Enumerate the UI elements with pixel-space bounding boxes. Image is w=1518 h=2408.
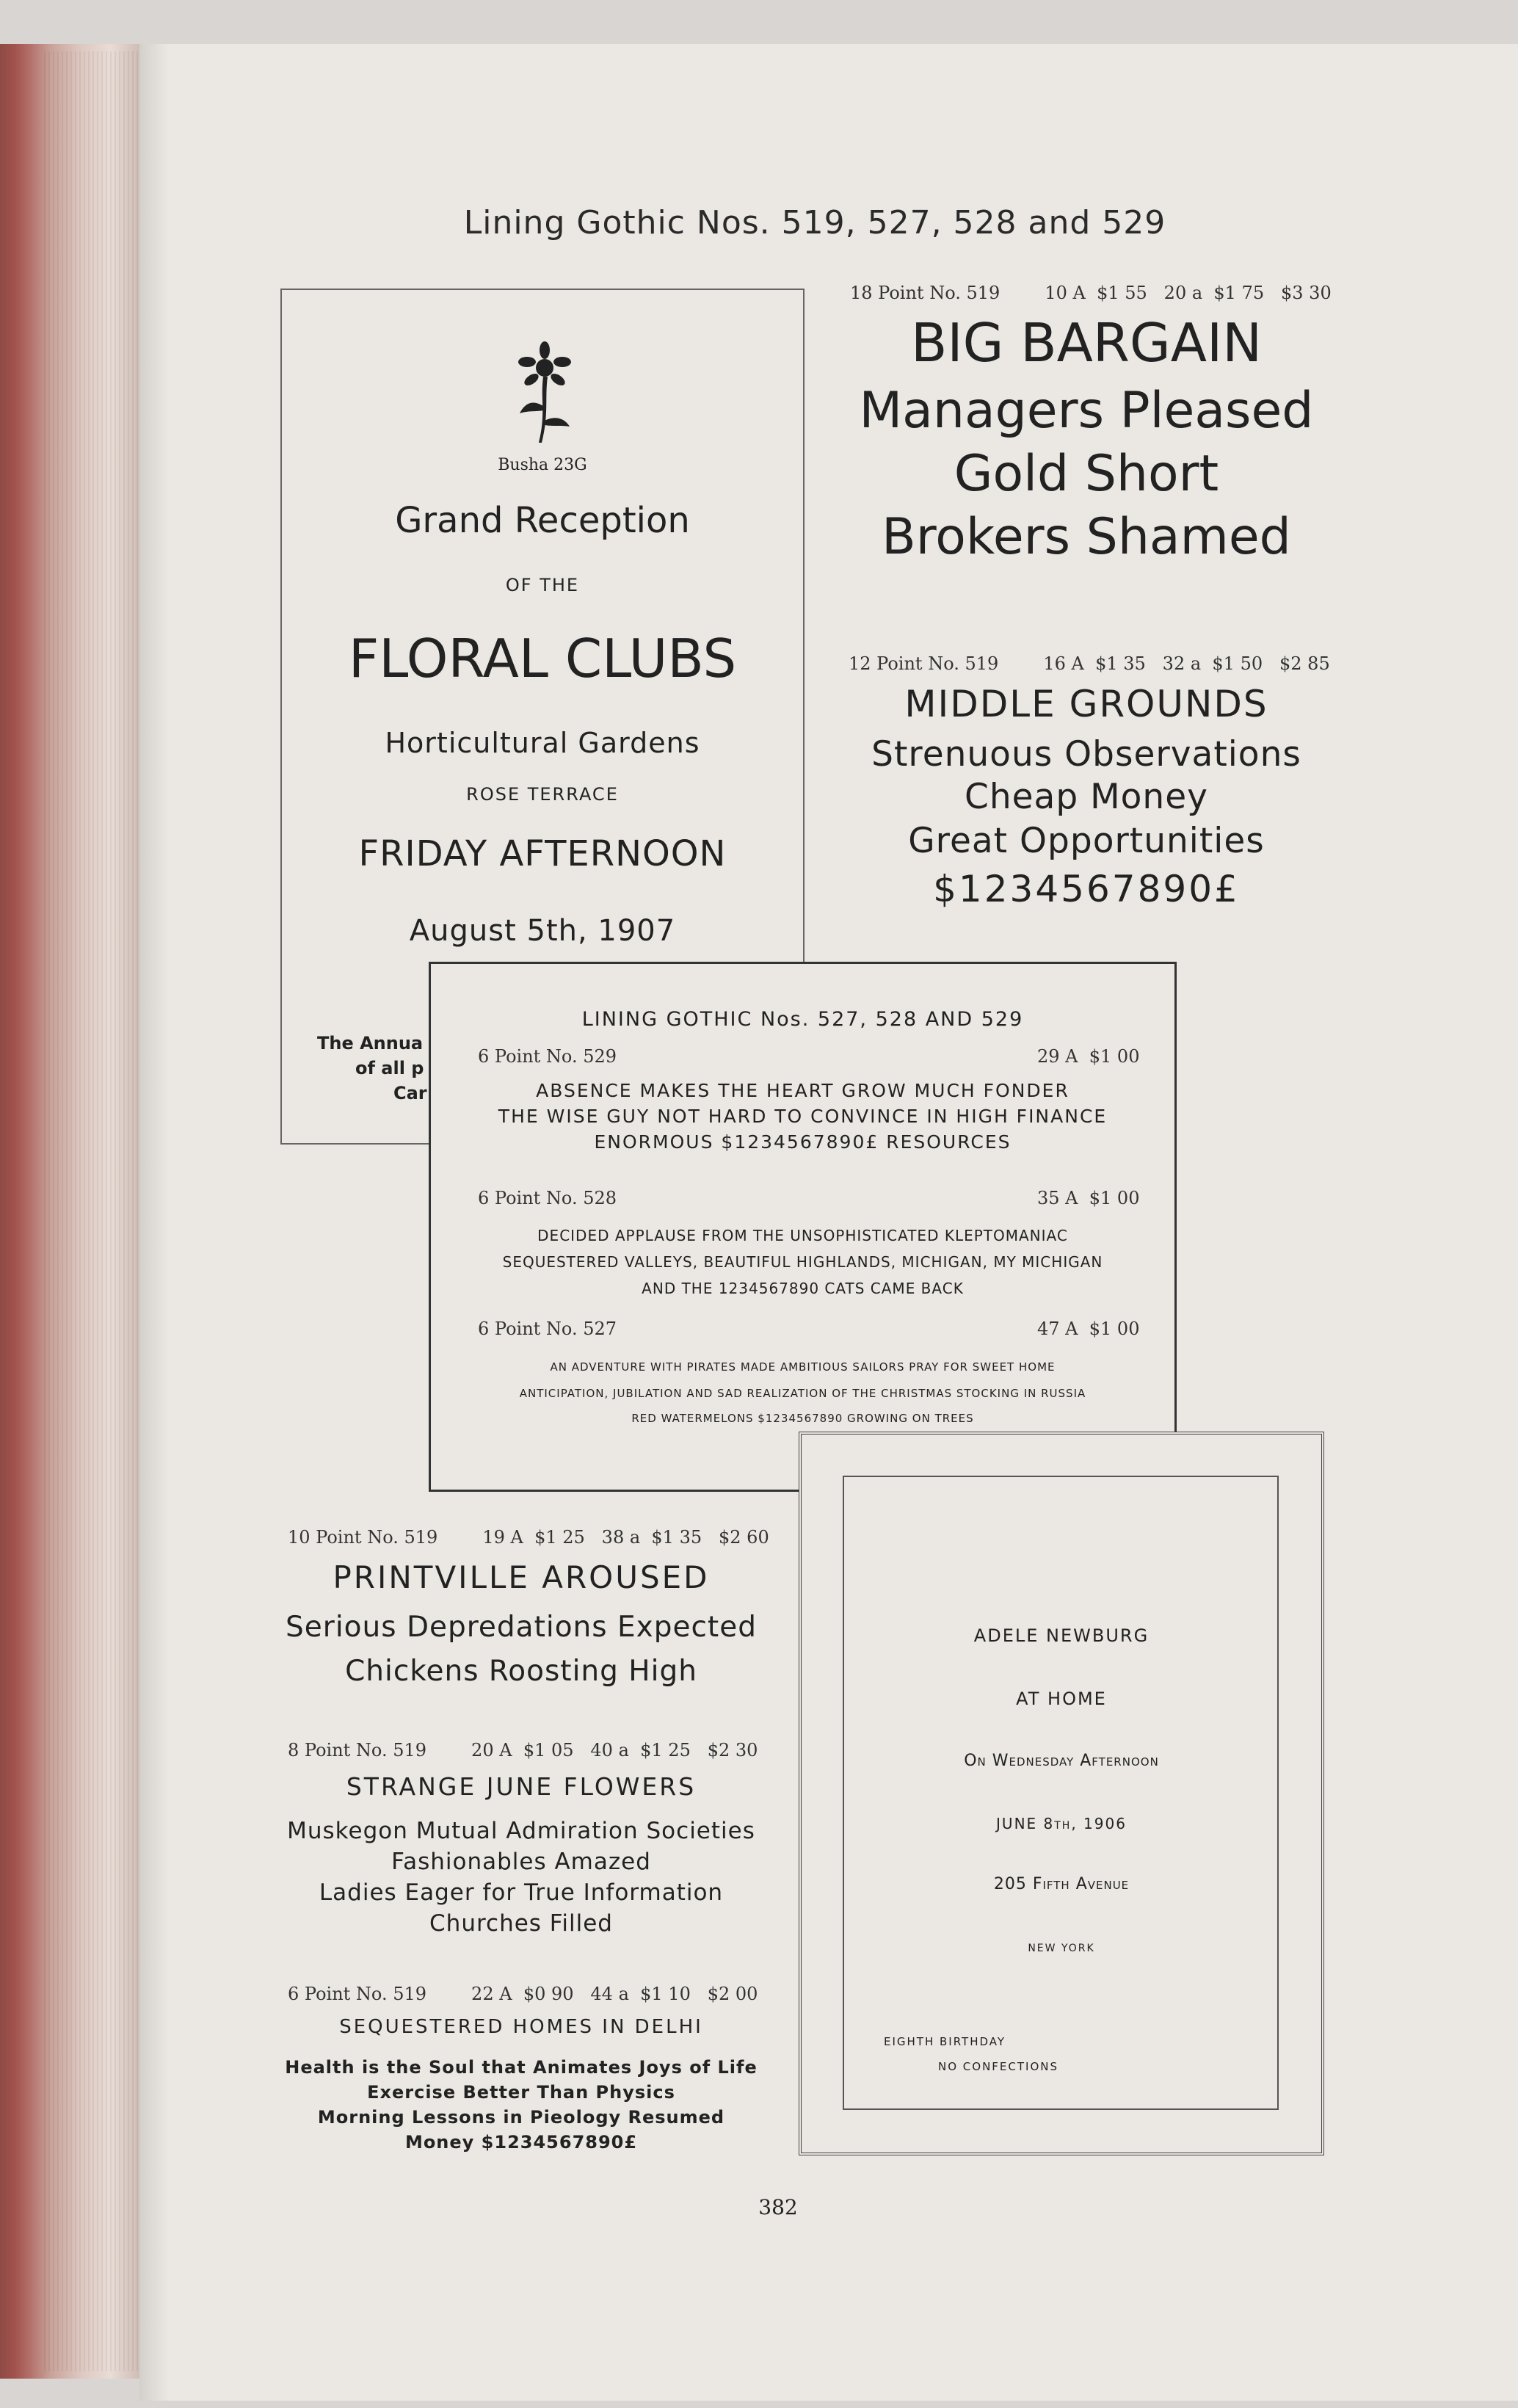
partial-text-2: of all p	[355, 1058, 424, 1078]
no-confections: NO CONFECTIONS	[938, 2060, 1059, 2073]
exercise-line: Exercise Better Than Physics	[367, 2082, 675, 2103]
spec-8-point: 8 Point No. 519 20 A $1 05 40 a $1 25 $2 30	[288, 1740, 758, 1760]
of-the: OF THE	[505, 575, 580, 595]
page-edge-lines	[44, 51, 147, 2371]
figures-line: $1234567890£	[933, 868, 1240, 910]
spec-527-left: 6 Point No. 527	[478, 1319, 617, 1339]
line-528-3: AND THE 1234567890 CATS CAME BACK	[642, 1280, 964, 1297]
strange-june-flowers: STRANGE JUNE FLOWERS	[346, 1772, 697, 1801]
line-529-3: ENORMOUS $1234567890£ RESOURCES	[594, 1131, 1012, 1153]
spec-528-left: 6 Point No. 528	[478, 1188, 617, 1208]
line-527-3: RED WATERMELONS $1234567890 GROWING ON TREES	[631, 1412, 974, 1425]
serious-depredations: Serious Depredations Expected	[286, 1611, 757, 1644]
gutter-shadow	[139, 44, 169, 2401]
morning-line: Morning Lessons in Pieology Resumed	[317, 2107, 725, 2128]
adele-newburg-card	[799, 1432, 1324, 2155]
adele-name: ADELE NEWBURG	[973, 1625, 1150, 1646]
strenuous-observations: Strenuous Observations	[871, 734, 1301, 775]
spec-529-left: 6 Point No. 529	[478, 1046, 617, 1067]
spec-527-right: 47 A $1 00	[1037, 1319, 1140, 1339]
managers-pleased: Managers Pleased	[859, 382, 1314, 440]
money-line: Money $1234567890£	[404, 2132, 638, 2153]
partial-text-3: Car	[393, 1083, 427, 1103]
card-inner-border	[843, 1476, 1279, 2110]
health-line: Health is the Soul that Animates Joys of Life	[285, 2057, 758, 2078]
ladies-line: Ladies Eager for True Information	[319, 1879, 724, 1906]
line-529-1: ABSENCE MAKES THE HEART GROW MUCH FONDER	[536, 1080, 1070, 1101]
flower-ornament-icon	[502, 340, 583, 450]
fashionables-line: Fashionables Amazed	[391, 1849, 651, 1875]
line-528-1: DECIDED APPLAUSE FROM THE UNSOPHISTICATED KLEPTOMANIAC	[537, 1227, 1068, 1244]
spec-18-point: 18 Point No. 519 10 A $1 55 20 a $1 75 $3 30	[850, 283, 1332, 303]
center-box-heading: LINING GOTHIC Nos. 527, 528 AND 529	[581, 1008, 1024, 1031]
new-york: NEW YORK	[1028, 1943, 1095, 1954]
floral-clubs-title: FLORAL CLUBS	[348, 628, 737, 689]
spec-12-point: 12 Point No. 519 16 A $1 35 32 a $1 50 $2 85	[849, 653, 1330, 674]
middle-grounds: MIDDLE GROUNDS	[904, 683, 1268, 725]
eighth-birthday: EIGHTH BIRTHDAY	[884, 2035, 1006, 2048]
grand-reception: Grand Reception	[395, 500, 690, 541]
gold-short: Gold Short	[954, 445, 1219, 503]
ornament-credit: Busha 23G	[498, 456, 587, 474]
horticultural-gardens: Horticultural Gardens	[385, 727, 700, 759]
churches-line: Churches Filled	[429, 1910, 613, 1937]
spec-6-point: 6 Point No. 519 22 A $0 90 44 a $1 10 $2 00	[288, 1984, 758, 2004]
event-date: August 5th, 1907	[409, 914, 676, 948]
printville-aroused: PRINTVILLE AROUSED	[333, 1559, 710, 1595]
spec-10-point: 10 Point No. 519 19 A $1 25 38 a $1 35 $2 60	[288, 1527, 769, 1548]
line-527-2: ANTICIPATION, JUBILATION AND SAD REALIZATION OF THE CHRISTMAS STOCKING IN RUSSIA	[519, 1387, 1086, 1400]
muskegon-line: Muskegon Mutual Admiration Societies	[287, 1818, 755, 1844]
partial-text-1: The Annua	[317, 1033, 424, 1054]
rose-terrace: ROSE TERRACE	[466, 784, 619, 805]
cheap-money: Cheap Money	[965, 777, 1208, 817]
lining-gothic-small-sizes-box	[429, 962, 1177, 1492]
line-527-1: AN ADVENTURE WITH PIRATES MADE AMBITIOUS SAILORS PRAY FOR SWEET HOME	[550, 1360, 1056, 1374]
great-opportunities: Great Opportunities	[908, 821, 1265, 861]
chickens-roosting: Chickens Roosting High	[345, 1655, 697, 1688]
fifth-avenue: 205 Fifth Avenue	[993, 1875, 1130, 1893]
june-date: JUNE 8th, 1906	[996, 1815, 1127, 1832]
big-bargain: BIG BARGAIN	[910, 312, 1263, 374]
page-number: 382	[758, 2195, 798, 2219]
brokers-shamed: Brokers Shamed	[882, 508, 1291, 566]
on-wednesday: On Wednesday Afternoon	[964, 1752, 1159, 1770]
spec-528-right: 35 A $1 00	[1037, 1188, 1140, 1208]
line-529-2: THE WISE GUY NOT HARD TO CONVINCE IN HIGH FINANCE	[498, 1106, 1108, 1127]
at-home: AT HOME	[1016, 1689, 1107, 1709]
line-528-2: SEQUESTERED VALLEYS, BEAUTIFUL HIGHLANDS, MICHIGAN, MY MICHIGAN	[502, 1253, 1103, 1271]
friday-afternoon: FRIDAY AFTERNOON	[358, 833, 727, 874]
page-heading: Lining Gothic Nos. 519, 527, 528 and 529	[463, 204, 1166, 242]
spec-529-right: 29 A $1 00	[1037, 1046, 1140, 1067]
sequestered-homes: SEQUESTERED HOMES IN DELHI	[339, 2016, 703, 2038]
